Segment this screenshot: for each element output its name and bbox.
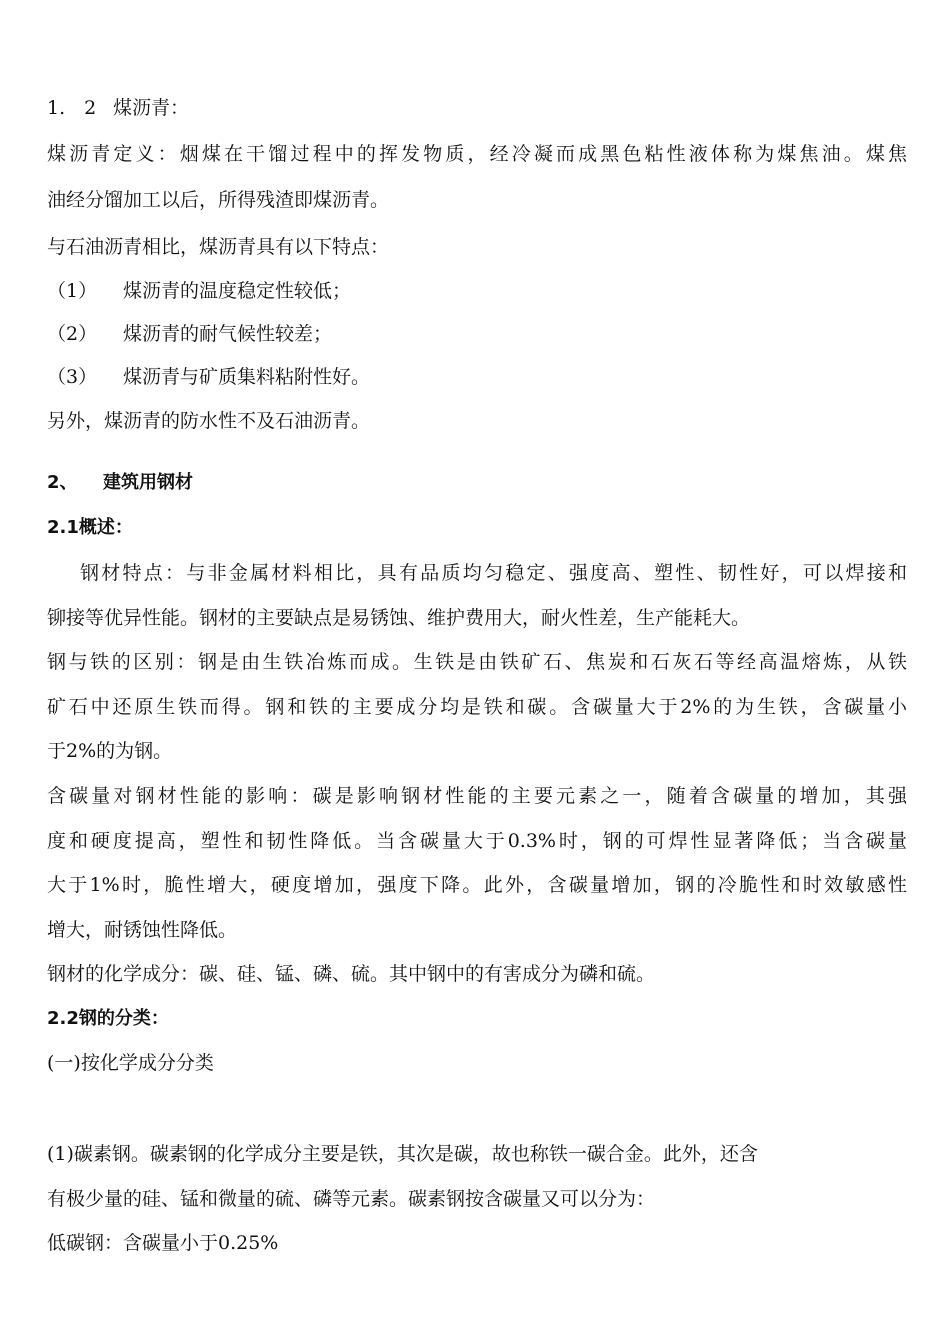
section-2-heading [47,470,907,496]
paragraph-line: 钢材的化学成分：碳、硅、锰、磷、硫。其中钢中的有害成分为磷和硫。 [47,963,656,985]
list-item-text: 煤沥青与矿质集料粘附性好。 [123,366,371,388]
section-1-2-heading [47,95,907,121]
list-item [47,278,907,304]
list-item-number: （1） [47,280,98,302]
paragraph-line: 增大，耐锈蚀性降低。 [47,919,238,941]
list-item-text: 煤沥青的耐气候性较差； [123,323,333,345]
list-item-number: （3） [47,366,98,388]
paragraph-line: 低碳钢：含碳量小于0.25% [47,1232,279,1254]
paragraph-line: 含碳量对钢材性能的影响：碳是影响钢材性能的主要元素之一，随着含碳量的增加，其强 [47,785,907,807]
paragraph-line: 矿石中还原生铁而得。钢和铁的主要成分均是铁和碳。含碳量大于2%的为生铁，含碳量小 [47,696,907,718]
section-title: 煤沥青： [113,97,190,119]
paragraph-line: 于2%的为钢。 [47,740,173,762]
paragraph-line: 度和硬度提高，塑性和韧性降低。当含碳量大于0.3%时，钢的可焊性显著降低；当含碳量 [47,830,907,852]
paragraph-line: 大于1%时，脆性增大，硬度增加，强度下降。此外，含碳量增加，钢的冷脆性和时效敏感性 [47,874,907,896]
list-item-text: 煤沥青的温度稳定性较低； [123,280,352,302]
list-item [47,364,907,390]
section-number: 1. 2 [47,97,97,119]
list-item-number: （2） [47,323,98,345]
paragraph-line: 另外，煤沥青的防水性不及石油沥青。 [47,410,371,432]
section-title: 建筑用钢材 [103,472,193,493]
paragraph-line: 煤沥青定义：烟煤在干馏过程中的挥发物质，经冷凝而成黑色粘性液体称为煤焦油。煤焦 [47,143,907,165]
subsection-heading: 2.2钢的分类： [47,1008,169,1029]
paragraph-line: (1)碳素钢。碳素钢的化学成分主要是铁，其次是碳，故也称铁一碳合金。此外，还含 [47,1143,758,1165]
subsection-heading: 2.1概述： [47,517,133,538]
paragraph-line: 钢材特点：与非金属材料相比，具有品质均匀稳定、强度高、塑性、韧性好，可以焊接和 [80,562,907,584]
paragraph-line: 有极少量的硅、锰和微量的硫、磷等元素。碳素钢按含碳量又可以分为： [47,1188,656,1210]
section-number: 2、 [47,472,78,493]
list-item [47,321,907,347]
paragraph-line: 铆接等优异性能。钢材的主要缺点是易锈蚀、维护费用大，耐火性差，生产能耗大。 [47,607,751,629]
paragraph-line: 钢与铁的区别：钢是由生铁冶炼而成。生铁是由铁矿石、焦炭和石灰石等经高温熔炼，从铁 [47,651,907,673]
paragraph-line: 油经分馏加工以后，所得残渣即煤沥青。 [47,189,390,211]
paragraph-line: (一)按化学成分分类 [47,1052,214,1074]
paragraph-line: 与石油沥青相比，煤沥青具有以下特点： [47,236,390,258]
